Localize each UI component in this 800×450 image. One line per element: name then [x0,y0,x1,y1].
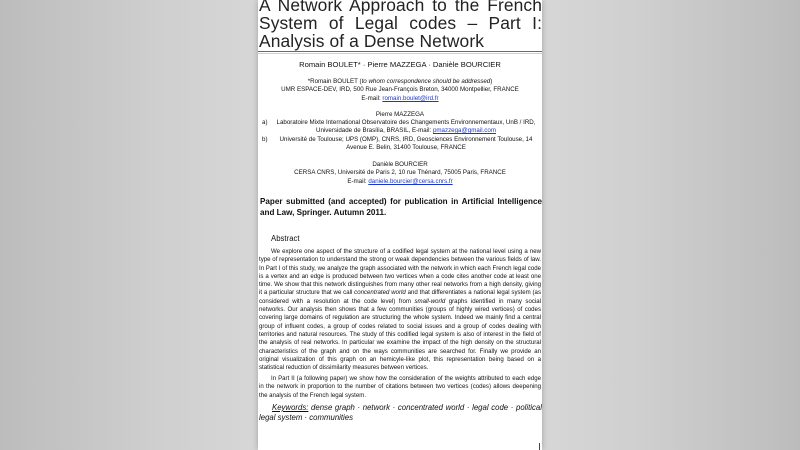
affiliation-bourcier-address: CERSA CNRS, Université de Paris 2, 10 rue Thénard, 75005 Paris, FRANCE [294,169,506,177]
keywords-list: dense graph · network · concentrated world · legal code · political legal system · communities [259,403,542,422]
correspondence-note: to whom correspondence should be addressed [361,78,491,85]
email-label: E-mail: [347,177,369,185]
pdf-page [258,0,542,450]
publication-notice: Paper submitted (and accepted) for publication in Artificial Intelligence and Law, Springer. Autumn 2011. [260,197,542,217]
affiliation-boulet-address: UMR ESPACE-DEV, IRD, 500 Rue Jean-François Breton, 34000 Montpellier, FRANCE [281,86,519,94]
text-cursor [539,443,540,450]
email-link-boulet[interactable]: romain.boulet@ird.fr [382,94,439,102]
abstract-text: We explore one aspect of the structure of a codified legal system at the national level using a new type of representation to understand the strong or weak dependencies between the various fields of law. In Part I of this study, we analyze the graph associated with the network in which each French legal code is a vertex and an edge is produced between two vertices when a code cites another code at least one time. We show that this network distinguishes from many other real networks from a high density, giving it a particular structure that we call [259,248,541,297]
affiliation-a-text: Laboratoire Mixte International Observatoire des Changements Environnementaux, UnB / IRD, Universidade de Brasília, BRASIL, E-mail: [276,119,536,135]
keywords [259,403,542,423]
affiliation-item-text: Université de Toulouse; UPS (OMP), CNRS, IRD, Geosciences Environnement Toulouse, 14 Avenue E. Belin, 31400 Toulouse, FRANCE [279,135,533,151]
affiliation-mazzega-name: Pierre MAZZEGA [375,111,425,118]
affiliation-mazzega-item [262,119,540,136]
affiliation-bourcier-name: Danièle BOURCIER [372,161,428,168]
abstract-text: and that differentiates a national legal system (as considered with a resolution at the code level) from [259,289,541,305]
affiliation-bourcier [260,161,540,186]
abstract-paragraph-1 [259,248,541,372]
author-list: Romain BOULET* · Pierre MAZZEGA · Danièle BOURCIER [299,60,501,69]
title-rule-shadow [258,53,542,54]
affiliation-boulet-line1 [260,78,540,86]
keywords-label: Keywords: [272,403,309,412]
title-rule [258,51,542,52]
affiliation-item-label: a) [262,119,268,126]
affiliation-boulet [260,78,540,103]
affiliation-item-text [272,119,540,136]
email-label: E-mail: [361,94,383,102]
email-link-mazzega[interactable]: pmazzega@gmail.com [432,127,496,135]
affiliation-item-label: b) [262,135,268,143]
email-link-bourcier[interactable]: daniele.bourcier@cersa.cnrs.fr [368,177,453,185]
affiliation-mazzega-item [262,136,540,153]
correspondence-suffix: ) [490,78,493,85]
abstract-emphasis: concentrated world [354,289,406,297]
abstract-heading: Abstract [271,234,300,243]
abstract-emphasis: small-world [414,297,446,305]
abstract-text: graphs identified in many social networks. Our analysis then shows that a few communities (groups of highly wired vertices) of codes covering large domains of regulation are structuring the whole system. Indeed we mainly find a central group of influent codes, a group of codes related to social issues and a group of codes dealing with territories and natural resources. The study of this codified legal system is also of interest in the field of the analysis of real networks. In particular we examine the impact of the high density on the structural characteristics of the graph and on the ways communities are searched for. Finally we provide an original visualization of this graph on an hemicyle-like plot, this representation being based on a statistical reduction of dissimilarity measures between vertices. [259,297,541,372]
correspondence-prefix: *Romain BOULET ( [307,78,362,85]
affiliation-bourcier-email-line [260,178,540,186]
affiliation-boulet-email-line [260,95,540,103]
abstract-paragraph-2: In Part II (a following paper) we show how the consideration of the weights attributed to each edge in the network in proportion to the number of citations between two vertices (codes) allows deepening the analysis of the French legal system. [259,375,541,399]
affiliation-mazzega-list [262,119,540,152]
paper-title: A Network Approach to the French System of Legal codes – Part I: Analysis of a Dense Network [259,0,542,51]
